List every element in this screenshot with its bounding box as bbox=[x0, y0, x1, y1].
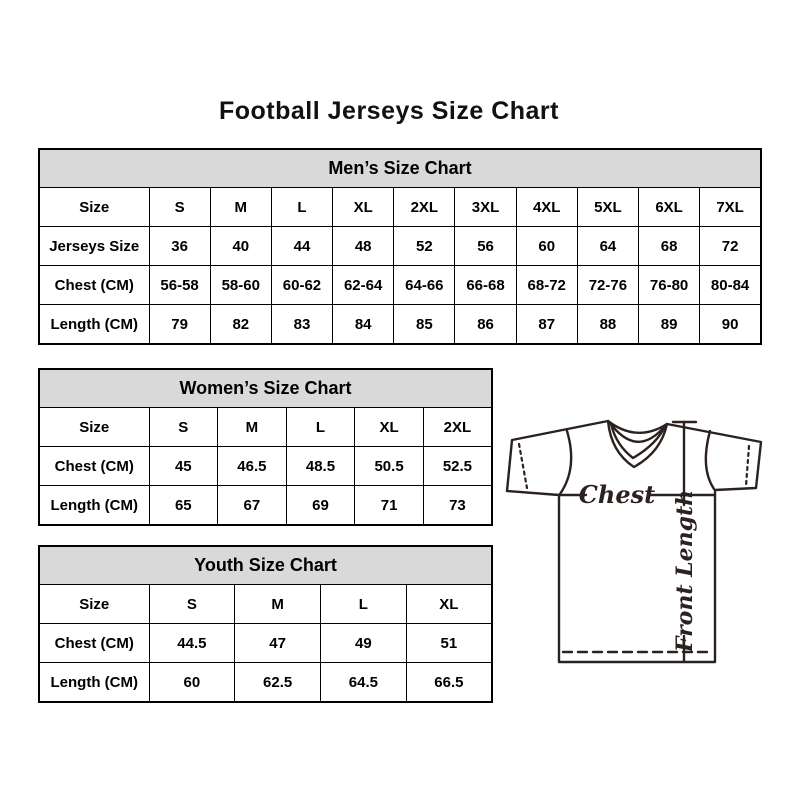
table-cell: 2XL bbox=[394, 188, 455, 227]
table-row bbox=[39, 624, 492, 663]
table-cell: 56 bbox=[455, 227, 516, 266]
table-title-row bbox=[39, 369, 492, 408]
table-cell: 48.5 bbox=[286, 447, 355, 486]
youth-table-title: Youth Size Chart bbox=[39, 546, 492, 585]
table-cell: 51 bbox=[406, 624, 492, 663]
table-cell: L bbox=[321, 585, 407, 624]
womens-size-chart-table bbox=[38, 368, 493, 526]
table-cell: 87 bbox=[516, 305, 577, 345]
table-cell: 44 bbox=[271, 227, 332, 266]
table-cell: 60 bbox=[516, 227, 577, 266]
table-row bbox=[39, 227, 761, 266]
table-row bbox=[39, 408, 492, 447]
table-cell: 65 bbox=[149, 486, 218, 526]
table-cell: 66.5 bbox=[406, 663, 492, 703]
row-label: Length (CM) bbox=[39, 486, 149, 526]
table-cell: 40 bbox=[210, 227, 271, 266]
womens-table-title: Women’s Size Chart bbox=[39, 369, 492, 408]
row-label: Chest (CM) bbox=[39, 624, 149, 663]
table-cell: 90 bbox=[700, 305, 761, 345]
table-cell: 67 bbox=[218, 486, 287, 526]
row-label: Size bbox=[39, 585, 149, 624]
table-row bbox=[39, 188, 761, 227]
table-cell: 44.5 bbox=[149, 624, 235, 663]
table-cell: XL bbox=[355, 408, 424, 447]
table-cell: S bbox=[149, 585, 235, 624]
row-label: Length (CM) bbox=[39, 305, 149, 345]
table-cell: 50.5 bbox=[355, 447, 424, 486]
table-cell: 62-64 bbox=[333, 266, 394, 305]
table-title-row bbox=[39, 149, 761, 188]
row-label: Size bbox=[39, 188, 149, 227]
mens-table-title: Men’s Size Chart bbox=[39, 149, 761, 188]
table-row bbox=[39, 447, 492, 486]
table-cell: S bbox=[149, 408, 218, 447]
table-cell: 58-60 bbox=[210, 266, 271, 305]
row-label: Chest (CM) bbox=[39, 266, 149, 305]
table-row bbox=[39, 305, 761, 345]
table-row bbox=[39, 266, 761, 305]
table-cell: 85 bbox=[394, 305, 455, 345]
table-cell: 68 bbox=[639, 227, 700, 266]
table-cell: XL bbox=[333, 188, 394, 227]
table-cell: 72-76 bbox=[577, 266, 638, 305]
table-cell: 2XL bbox=[423, 408, 492, 447]
row-label: Jerseys Size bbox=[39, 227, 149, 266]
table-cell: 84 bbox=[333, 305, 394, 345]
table-cell: 5XL bbox=[577, 188, 638, 227]
table-cell: 68-72 bbox=[516, 266, 577, 305]
page-title: Football Jerseys Size Chart bbox=[218, 97, 559, 125]
table-cell: 83 bbox=[271, 305, 332, 345]
table-row bbox=[39, 585, 492, 624]
table-cell: S bbox=[149, 188, 210, 227]
table-cell: 86 bbox=[455, 305, 516, 345]
table-cell: 48 bbox=[333, 227, 394, 266]
table-cell: 82 bbox=[210, 305, 271, 345]
front-length-label: Front Length bbox=[672, 489, 698, 653]
table-cell: 52.5 bbox=[423, 447, 492, 486]
row-label: Size bbox=[39, 408, 149, 447]
table-cell: 73 bbox=[423, 486, 492, 526]
table-cell: M bbox=[218, 408, 287, 447]
table-cell: 60 bbox=[149, 663, 235, 703]
table-cell: 72 bbox=[700, 227, 761, 266]
table-cell: 62.5 bbox=[235, 663, 321, 703]
table-cell: 71 bbox=[355, 486, 424, 526]
table-cell: 47 bbox=[235, 624, 321, 663]
table-cell: XL bbox=[406, 585, 492, 624]
table-cell: M bbox=[210, 188, 271, 227]
youth-size-chart-table bbox=[38, 545, 493, 703]
table-cell: 60-62 bbox=[271, 266, 332, 305]
table-cell: 6XL bbox=[639, 188, 700, 227]
jersey-measurement-diagram bbox=[498, 402, 776, 674]
table-cell: 3XL bbox=[455, 188, 516, 227]
table-cell: 89 bbox=[639, 305, 700, 345]
table-cell: 69 bbox=[286, 486, 355, 526]
table-cell: 49 bbox=[321, 624, 407, 663]
table-cell: 36 bbox=[149, 227, 210, 266]
table-cell: L bbox=[271, 188, 332, 227]
table-cell: 64-66 bbox=[394, 266, 455, 305]
table-row bbox=[39, 663, 492, 703]
table-title-row bbox=[39, 546, 492, 585]
table-cell: 76-80 bbox=[639, 266, 700, 305]
table-cell: L bbox=[286, 408, 355, 447]
table-cell: 52 bbox=[394, 227, 455, 266]
table-cell: 56-58 bbox=[149, 266, 210, 305]
table-cell: 88 bbox=[577, 305, 638, 345]
table-cell: 7XL bbox=[700, 188, 761, 227]
table-cell: 4XL bbox=[516, 188, 577, 227]
table-cell: 79 bbox=[149, 305, 210, 345]
table-cell: 80-84 bbox=[700, 266, 761, 305]
chest-label: Chest bbox=[578, 480, 656, 509]
table-cell: 46.5 bbox=[218, 447, 287, 486]
table-row bbox=[39, 486, 492, 526]
table-cell: 66-68 bbox=[455, 266, 516, 305]
table-cell: M bbox=[235, 585, 321, 624]
row-label: Length (CM) bbox=[39, 663, 149, 703]
table-cell: 45 bbox=[149, 447, 218, 486]
mens-size-chart-table bbox=[38, 148, 762, 345]
row-label: Chest (CM) bbox=[39, 447, 149, 486]
table-cell: 64 bbox=[577, 227, 638, 266]
table-cell: 64.5 bbox=[321, 663, 407, 703]
